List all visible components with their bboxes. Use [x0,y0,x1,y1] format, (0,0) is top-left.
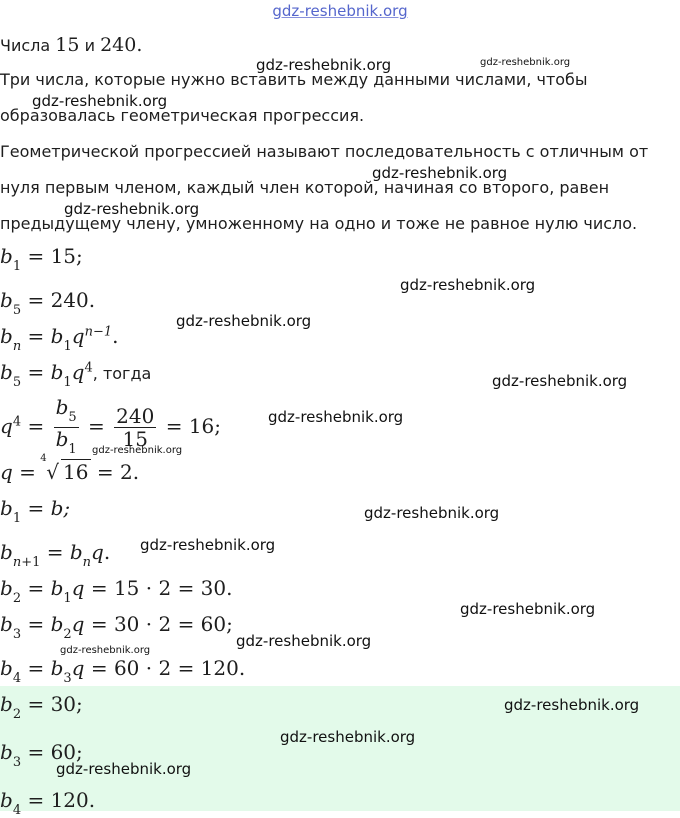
fraction-240-15: $\frac{240}{15}$ [116,404,155,451]
b5-given: $b_5 = 240$. [0,288,96,318]
watermark: gdz-reshebnik.org [256,56,392,74]
watermark: gdz-reshebnik.org [176,312,312,330]
recurrence-formula: $b_{n+1} = b_nq$. [0,540,111,570]
watermark: gdz-reshebnik.org [372,164,508,182]
b2-calculation: $b_2 = b_1q = 15 \cdot 2 = 30$. [0,576,233,606]
watermark: gdz-reshebnik.org [60,645,151,656]
task-line-2: образовалась геометрическая прогрессия. [0,106,365,125]
watermark: gdz-reshebnik.org [492,372,628,390]
watermark: gdz-reshebnik.org [400,276,536,294]
answer-b2: $b_2 = 30$; [0,692,83,722]
given-prefix: Числа [0,36,51,55]
watermark: gdz-reshebnik.org [480,57,571,68]
given-a: 15 [55,34,80,56]
general-term-formula: $b_n = b_1q^{n-1}$. [0,324,119,354]
definition-line-2: нуля первым членом, каждый член которой, начиная со второго, равен [0,178,610,197]
answer-b3: $b_3 = 60$; [0,740,83,770]
watermark: gdz-reshebnik.org [268,408,404,426]
given-numbers [0,34,142,56]
definition-line-3: предыдущему члену, умноженному на одно и тоже не равное нулю число. [0,214,638,233]
watermark: gdz-reshebnik.org [236,632,372,650]
b3-calculation: $b_3 = b_2q = 30 \cdot 2 = 60$; [0,612,233,642]
answer-b4: $b_4 = 120$. [0,788,96,818]
fraction-b5-b1: $\frac{b_5}{b_1}$ [55,395,77,457]
b1-symbol: $b_1 = b$; [0,496,71,526]
q4-calculation: $q^4$ = $\frac{b_5}{b_1}$ = $\frac{240}{15}$ = 16; [0,395,222,457]
q-calculation: q = 4 √ 16 = 2. [0,453,140,484]
watermark: gdz-reshebnik.org [64,200,200,218]
watermark: gdz-reshebnik.org [56,760,192,778]
definition-line-1: Геометрической прогрессией называют последовательность с отличным от [0,142,649,161]
b4-calculation: $b_4 = b_3q = 60 \cdot 2 = 120$. [0,656,246,686]
given-b: 240. [100,34,143,56]
watermark: gdz-reshebnik.org [32,92,168,110]
watermark: gdz-reshebnik.org [460,600,596,618]
fourth-root: 4 √ 16 [40,453,89,484]
watermark: gdz-reshebnik.org [364,504,500,522]
b1-given: $b_1 = 15$; [0,244,83,274]
b5-formula: $b_5 = b_1q^4$, тогда [0,360,152,390]
watermark: gdz-reshebnik.org [92,445,183,456]
watermark: gdz-reshebnik.org [140,536,276,554]
watermark: gdz-reshebnik.org [280,728,416,746]
task-line-1: Три числа, которые нужно вставить между данными числами, чтобы [0,70,588,89]
watermark: gdz-reshebnik.org [504,696,640,714]
given-conj: и [84,36,95,55]
site-link[interactable]: gdz-reshebnik.org [272,2,408,20]
